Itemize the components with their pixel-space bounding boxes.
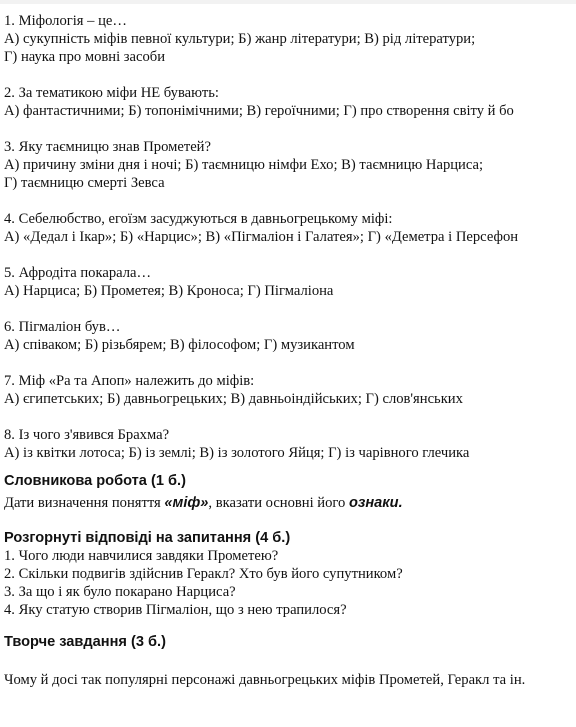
question-text: 1. Міфологія – це… xyxy=(4,13,127,29)
extended-answers-section xyxy=(4,529,576,619)
answer-options-line: А) сукупність міфів певної культури; Б) жанр літератури; В) рід літератури; xyxy=(4,31,476,47)
creative-section xyxy=(4,633,576,689)
open-question: 1. Чого люди навчилися завдяки Прометею? xyxy=(4,548,279,564)
question-7 xyxy=(4,372,576,408)
answer-options-line: Г) наука про мовні засоби xyxy=(4,49,166,65)
question-8 xyxy=(4,426,576,462)
answer-options-line: А) із квітки лотоса; Б) із землі; В) із золотого Яйця; Г) із чарівного глечика xyxy=(4,445,470,461)
answer-options-line: А) співаком; Б) різьбярем; В) філософом; Г) музикантом xyxy=(4,337,355,353)
answer-options-line: А) причину зміни дня і ночі; Б) таємницю німфи Ехо; В) таємницю Нарциса; xyxy=(4,157,484,173)
question-6 xyxy=(4,318,576,354)
question-3 xyxy=(4,138,576,192)
open-question: 4. Яку статую створив Пігмаліон, що з нею трапилося? xyxy=(4,602,347,618)
section-heading: Творче завдання (3 б.) xyxy=(4,634,166,650)
question-text: 6. Пігмаліон був… xyxy=(4,319,121,335)
answer-options-line: А) Нарциса; Б) Прометея; В) Кроноса; Г) Пігмаліона xyxy=(4,283,334,299)
task-text: Дати визначення поняття xyxy=(4,495,165,511)
answer-options-line: А) єгипетських; Б) давньогрецьких; В) давньоіндійських; Г) слов'янських xyxy=(4,391,463,407)
questions-list xyxy=(4,12,576,462)
question-text: 3. Яку таємницю знав Прометей? xyxy=(4,139,211,155)
test-document xyxy=(4,12,576,689)
answer-options-line: А) «Дедал і Ікар»; Б) «Нарцис»; В) «Пігмаліон і Галатея»; Г) «Деметра і Персефон xyxy=(4,229,519,245)
question-text: 5. Афродіта покарала… xyxy=(4,265,152,281)
question-text: 7. Міф «Ра та Апоп» належить до міфів: xyxy=(4,373,255,389)
question-text: 4. Себелюбство, егоїзм засуджуються в давньогрецькому міфі: xyxy=(4,211,393,227)
section-heading: Словникова робота (1 б.) xyxy=(4,473,186,489)
term-myth: «міф» xyxy=(164,495,209,511)
open-question: 3. За що і як було покарано Нарциса? xyxy=(4,584,236,600)
question-text: 2. За тематикою міфи НЕ бувають: xyxy=(4,85,219,101)
creative-task: Чому й досі так популярні персонажі давньогрецьких міфів Прометей, Геракл та ін. xyxy=(4,672,526,688)
section-heading: Розгорнуті відповіді на запитання (4 б.) xyxy=(4,530,291,546)
question-5 xyxy=(4,264,576,300)
answer-options-line: А) фантастичними; Б) топонімічними; В) героїчними; Г) про створення світу й бо xyxy=(4,103,514,119)
task-text: , вказати основні його xyxy=(208,495,349,511)
question-1 xyxy=(4,12,576,66)
vocabulary-task xyxy=(4,494,576,512)
term-features: ознаки. xyxy=(348,495,403,511)
question-text: 8. Із чого з'явився Брахма? xyxy=(4,427,170,443)
answer-options-line: Г) таємницю смерті Зевса xyxy=(4,175,165,191)
top-edge-band xyxy=(0,0,576,4)
question-4 xyxy=(4,210,576,246)
open-question: 2. Скільки подвигів здійснив Геракл? Хто був його супутником? xyxy=(4,566,403,582)
question-2 xyxy=(4,84,576,120)
vocabulary-section xyxy=(4,472,576,512)
spacer xyxy=(4,651,576,669)
